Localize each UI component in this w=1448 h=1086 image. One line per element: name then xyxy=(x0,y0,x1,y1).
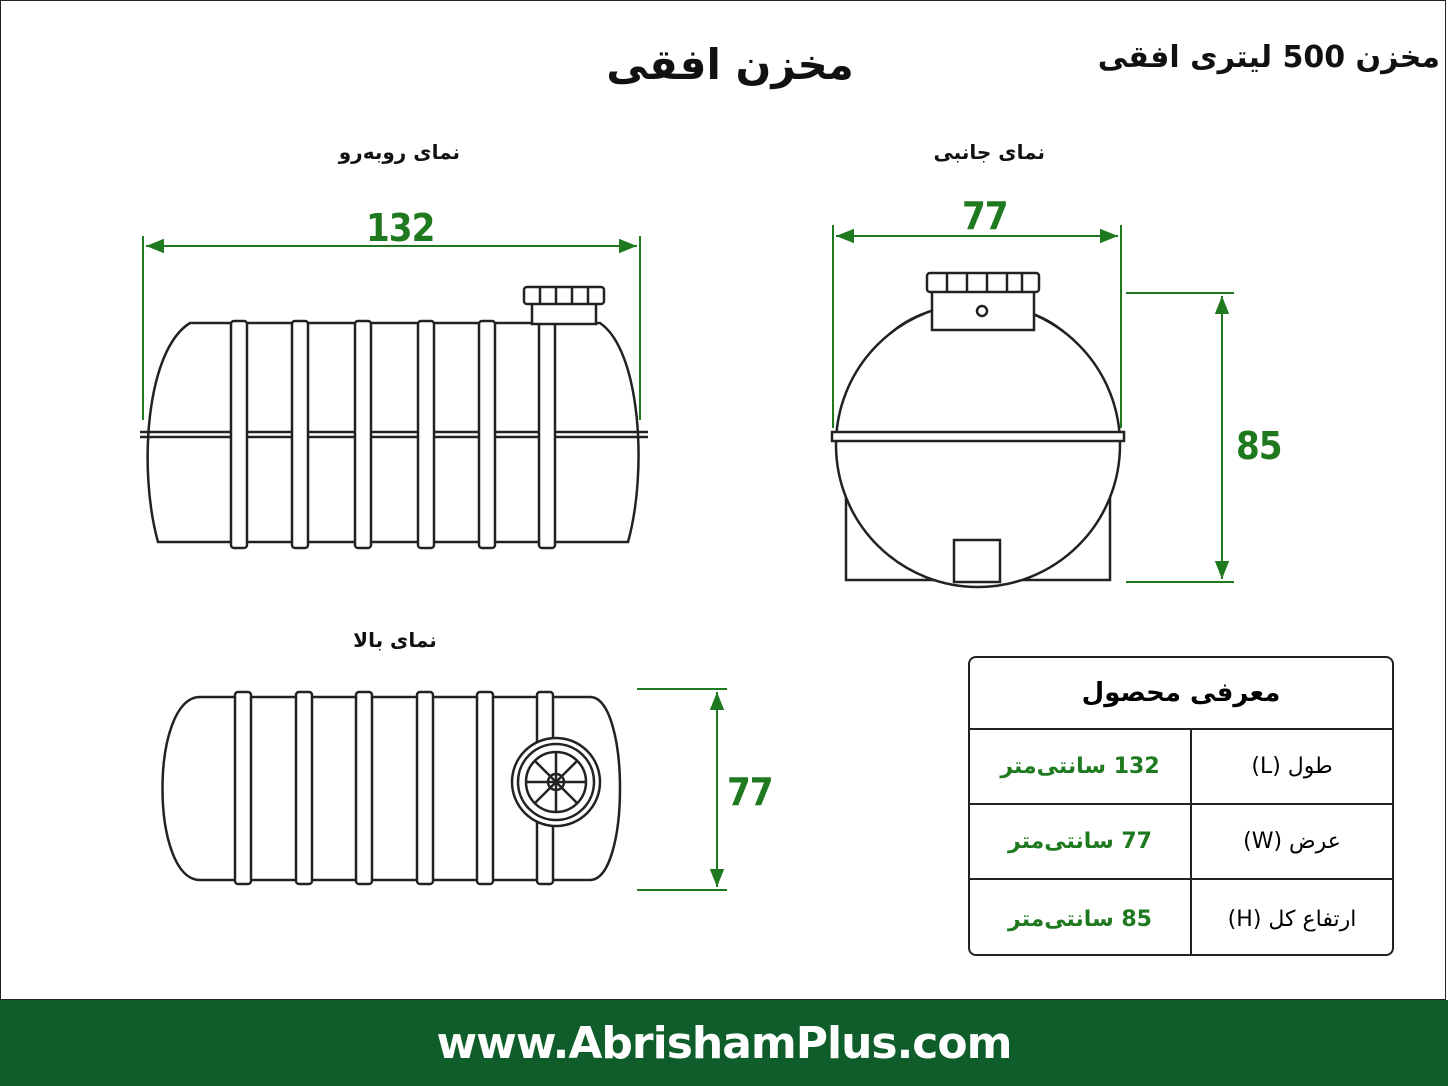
spec-value: 77 سانتی‌متر xyxy=(970,805,1192,878)
front-length-value: 132 xyxy=(366,206,435,250)
spec-row-length xyxy=(970,730,1392,805)
spec-table-title: معرفی محصول xyxy=(970,658,1392,730)
spec-label: ارتفاع کل (H) xyxy=(1227,906,1357,932)
top-width-value: 77 xyxy=(727,770,773,814)
footer-banner xyxy=(0,1000,1448,1086)
main-title: مخزن افقی xyxy=(606,40,854,89)
side-height-dimension xyxy=(1126,293,1234,582)
spec-row-height xyxy=(970,880,1392,956)
side-width-value: 77 xyxy=(962,194,1008,238)
spec-value: 132 سانتی‌متر xyxy=(970,730,1192,803)
top-view-lid xyxy=(512,738,600,826)
top-view-label: نمای بالا xyxy=(353,628,437,652)
front-view-lid xyxy=(524,287,604,324)
front-view-label: نمای روبه‌رو xyxy=(338,140,460,164)
product-spec-table xyxy=(968,656,1394,956)
top-view-tank xyxy=(163,692,621,884)
top-width-dimension xyxy=(637,689,727,890)
website-link[interactable]: www.AbrishamPlus.com xyxy=(436,1017,1012,1069)
side-view-tank xyxy=(832,273,1124,587)
spec-value: 85 سانتی‌متر xyxy=(970,880,1192,956)
spec-label: عرض (W) xyxy=(1243,829,1341,854)
side-height-value: 85 xyxy=(1236,424,1282,468)
front-view-tank xyxy=(140,287,648,548)
product-name: مخزن 500 لیتری افقی xyxy=(1097,40,1440,75)
side-view-lid xyxy=(927,273,1039,330)
side-view-label: نمای جانبی xyxy=(933,140,1045,164)
spec-label: طول (L) xyxy=(1251,754,1333,779)
spec-row-width xyxy=(970,805,1392,880)
